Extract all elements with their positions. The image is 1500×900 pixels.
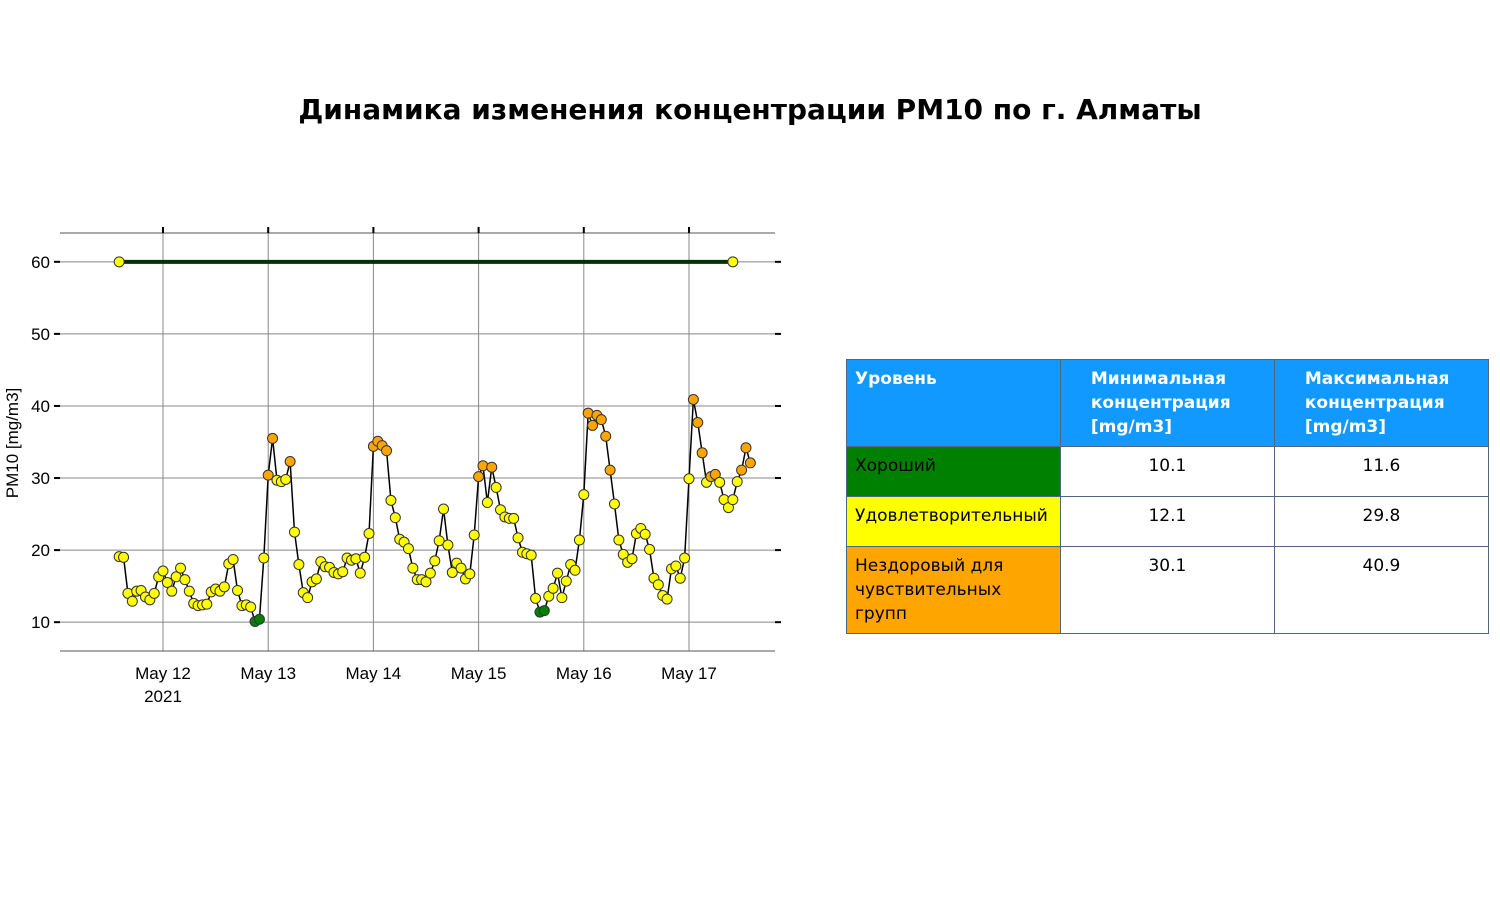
data-point	[482, 498, 492, 508]
data-point	[627, 554, 637, 564]
min-cell: 12.1	[1060, 497, 1274, 547]
data-point	[311, 574, 321, 584]
data-point	[509, 513, 519, 523]
header-max-concentration: Максимальная концентрация [mg/m3]	[1274, 360, 1488, 447]
data-point	[443, 540, 453, 550]
min-cell: 10.1	[1060, 447, 1274, 497]
data-point	[246, 602, 256, 612]
data-point	[268, 433, 278, 443]
data-point	[688, 394, 698, 404]
data-point	[338, 567, 348, 577]
pm10-line-chart	[0, 0, 800, 720]
data-point	[119, 552, 129, 562]
data-point	[290, 527, 300, 537]
series-lines	[119, 262, 750, 622]
x-tick-label: May 13	[240, 664, 297, 683]
data-point	[364, 529, 374, 539]
data-point	[465, 569, 475, 579]
data-point	[439, 504, 449, 514]
data-point	[303, 593, 313, 603]
axes	[31, 227, 781, 706]
level-cell: Нездоровый для чувствительных групп	[847, 547, 1061, 634]
data-point	[715, 477, 725, 487]
data-point	[180, 575, 190, 585]
data-point	[386, 495, 396, 505]
pm10-levels-table	[846, 359, 1489, 634]
data-point	[531, 593, 541, 603]
y-tick-label: 50	[31, 324, 50, 344]
data-point	[671, 561, 681, 571]
data-point	[491, 482, 501, 492]
data-point	[487, 462, 497, 472]
data-point	[219, 582, 229, 592]
limit-marker	[114, 257, 124, 267]
data-point	[557, 593, 567, 603]
data-point	[355, 568, 365, 578]
data-point	[202, 599, 212, 609]
max-cell: 40.9	[1274, 547, 1488, 634]
table-row-good	[847, 447, 1489, 497]
data-point	[675, 573, 685, 583]
data-point	[553, 568, 563, 578]
data-point	[570, 565, 580, 575]
data-point	[233, 585, 243, 595]
data-point	[149, 588, 159, 598]
data-point	[609, 499, 619, 509]
limit-marker	[728, 257, 738, 267]
x-tick-label: May 16	[555, 664, 612, 683]
data-point	[561, 576, 571, 586]
data-point	[732, 477, 742, 487]
level-cell: Хороший	[847, 447, 1061, 497]
data-point	[513, 533, 523, 543]
x-tick-label: May 12	[135, 664, 191, 683]
data-point	[281, 474, 291, 484]
data-point	[697, 448, 707, 458]
data-point	[574, 535, 584, 545]
data-point	[614, 535, 624, 545]
data-point	[285, 456, 295, 466]
table-row-unhealthy-sensitive	[847, 547, 1489, 634]
data-point	[254, 614, 264, 624]
max-cell: 11.6	[1274, 447, 1488, 497]
data-point	[403, 544, 413, 554]
y-tick-label: 60	[31, 252, 50, 272]
data-point	[605, 465, 615, 475]
data-point	[425, 568, 435, 578]
data-point	[693, 418, 703, 428]
data-point	[456, 563, 466, 573]
data-point	[390, 513, 400, 523]
data-point	[474, 472, 484, 482]
data-point	[408, 563, 418, 573]
header-level: Уровень	[847, 360, 1061, 447]
y-tick-label: 10	[31, 613, 50, 633]
data-point	[382, 446, 392, 456]
data-point	[588, 420, 598, 430]
max-cell: 29.8	[1274, 497, 1488, 547]
data-point	[741, 443, 751, 453]
data-point	[184, 586, 194, 596]
data-point	[662, 594, 672, 604]
data-point	[167, 586, 177, 596]
data-point	[737, 465, 747, 475]
y-tick-label: 40	[31, 396, 50, 416]
data-point	[745, 458, 755, 468]
header-min-concentration: Минимальная концентрация [mg/m3]	[1060, 360, 1274, 447]
data-point	[469, 530, 479, 540]
data-point	[596, 415, 606, 425]
data-point	[680, 553, 690, 563]
x-tick-label: May 17	[661, 664, 717, 683]
x-tick-label: May 15	[450, 664, 507, 683]
table-row-moderate	[847, 497, 1489, 547]
data-point	[430, 556, 440, 566]
data-point	[684, 474, 694, 484]
table-header-row	[847, 360, 1489, 447]
data-point	[158, 566, 168, 576]
min-cell: 30.1	[1060, 547, 1274, 634]
x-tick-label: May 14	[345, 664, 402, 683]
y-tick-label: 20	[31, 541, 50, 561]
data-point	[360, 552, 370, 562]
x-tick-sublabel: 2021	[144, 687, 182, 706]
data-point	[548, 583, 558, 593]
data-point	[653, 580, 663, 590]
chart-title: Динамика изменения концентрации PM10 по г. Алматы	[298, 93, 1202, 126]
data-point	[127, 596, 137, 606]
data-point	[640, 529, 650, 539]
series-points	[114, 257, 755, 627]
level-cell: Удовлетворительный	[847, 497, 1061, 547]
data-point	[645, 544, 655, 554]
data-point	[728, 495, 738, 505]
y-axis-label: PM10 [mg/m3]	[3, 387, 22, 499]
data-point	[539, 606, 549, 616]
data-point	[579, 490, 589, 500]
data-point	[601, 431, 611, 441]
data-point	[259, 553, 269, 563]
data-point	[294, 560, 304, 570]
y-tick-label: 30	[31, 469, 50, 489]
data-point	[228, 554, 238, 564]
data-point	[526, 550, 536, 560]
data-point	[176, 563, 186, 573]
